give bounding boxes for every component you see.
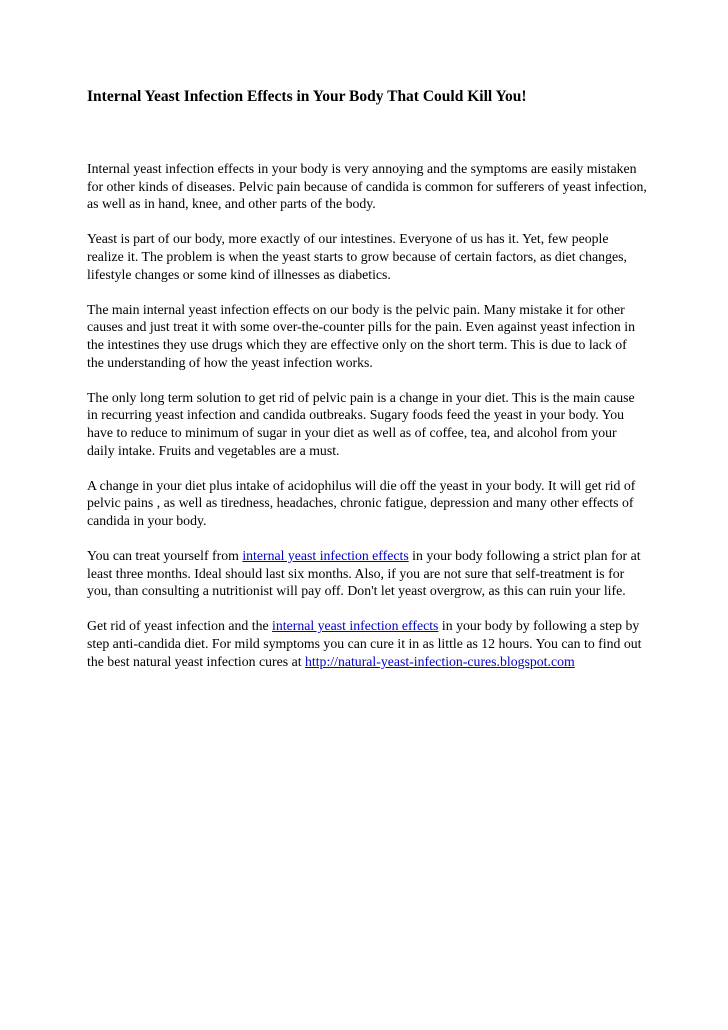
paragraph-5: A change in your diet plus intake of acidophilus will die off the yeast in your body. It will get rid of pelvic pains , as well as tiredness, headaches, chronic fatigue, depression and many other effects of candida in your body. xyxy=(87,477,636,528)
document-title: Internal Yeast Infection Effects in Your Body That Could Kill You! xyxy=(87,88,527,105)
paragraph-7-text-before: Get rid of yeast infection and the xyxy=(87,618,273,634)
paragraph-6-text-after: in your body following a strict plan for at least three months. Ideal should last six months. Also, if you are not sure that self-treatment is for you, than consulting a nutritionist will pay off. Don't let yeast overgrow, as this can ruin your life. xyxy=(87,548,641,599)
internal-yeast-infection-effects-link[interactable]: internal yeast infection effects xyxy=(242,548,409,564)
paragraph-1: Internal yeast infection effects in your body is very annoying and the symptoms are easily mistaken for other kinds of diseases. Pelvic pain because of candida is common for sufferers of yeast infection, as well as in hand, knee, and other parts of the body. xyxy=(87,161,647,212)
paragraph-6-text-before: You can treat yourself from xyxy=(87,548,243,564)
paragraph-7-text-middle: in your body by following a step by step anti-candida diet. For mild symptoms you can cure it in as little as 12 hours. You can to find out the best natural yeast infection cures at xyxy=(87,618,642,669)
paragraph-2: Yeast is part of our body, more exactly of our intestines. Everyone of us has it. Yet, few people realize it. The problem is when the yeast starts to grow because of certain factors, as diet changes, lifestyle changes or some kind of illnesses as diabetics. xyxy=(87,231,627,282)
natural-yeast-infection-cures-url-link[interactable]: http://natural-yeast-infection-cures.blogspot.com xyxy=(304,653,575,669)
paragraph-7 xyxy=(87,617,647,670)
paragraph-4: The only long term solution to get rid of pelvic pain is a change in your diet. This is the main cause in recurring yeast infection and candida outbreaks. Sugary foods feed the yeast in your body. You have to reduce to minimum of sugar in your diet as well as of coffee, tea, and alcohol from your daily intake. Fruits and vegetables are a must. xyxy=(87,389,635,458)
internal-yeast-infection-effects-link-2[interactable]: internal yeast infection effects xyxy=(272,618,439,634)
paragraph-6 xyxy=(87,547,647,600)
document-content xyxy=(87,87,647,670)
paragraph-3: The main internal yeast infection effects on our body is the pelvic pain. Many mistake it for other causes and just treat it with some over-the-counter pills for the pain. Even against yeast infection in the intestines they use drugs which they are effective only on the short term. This is due to lack of the understanding of how the yeast infection works. xyxy=(87,301,635,370)
